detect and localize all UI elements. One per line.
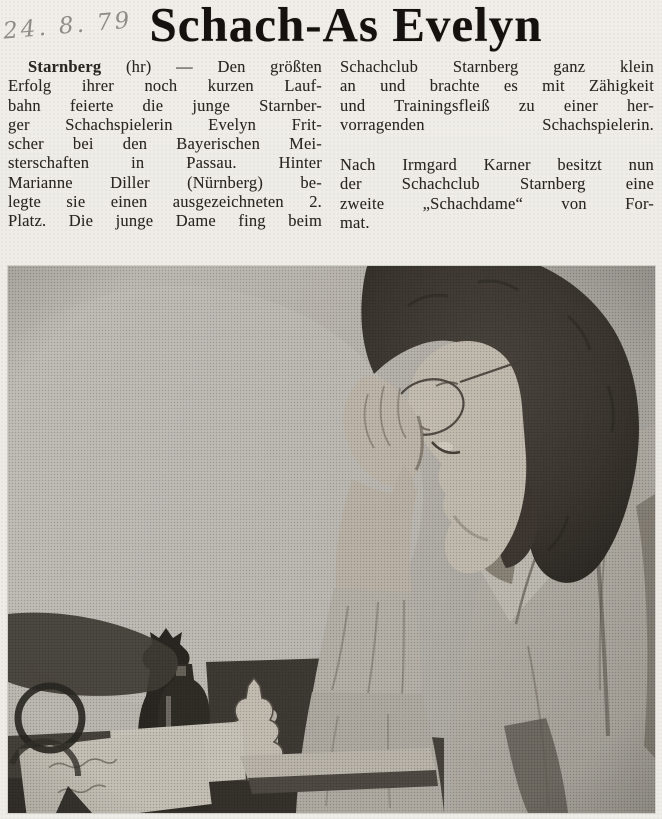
text-line: mat. — [340, 213, 370, 233]
text-line: Schachclub Starnberg ganz klein — [340, 57, 654, 76]
text-line — [8, 57, 322, 76]
photo-illustration — [8, 266, 655, 813]
text-line: legte sie einen ausgezeichneten 2. — [8, 192, 322, 212]
text-line: vorragenden Schachspielerin. — [340, 114, 654, 134]
lead-rest: (hr) — Den größten — [101, 57, 322, 76]
paragraph — [8, 57, 322, 231]
text-line: an und brachte es mit Zähigkeit — [340, 76, 654, 96]
text-line: bahn feierte die junge Starnber- — [8, 95, 322, 115]
handwritten-date: 24. 8. 79 — [2, 7, 134, 45]
text-line: und Trainingsfleiß zu einer her- — [340, 95, 654, 115]
text-line: der Schachclub Starnberg eine — [340, 174, 654, 194]
text-line: Platz. Die junge Dame fing beim — [8, 211, 322, 231]
lead-word: Starnberg — [28, 57, 102, 76]
paragraph — [340, 155, 654, 232]
paragraph — [340, 57, 654, 134]
photo-chess-player — [8, 266, 655, 813]
article-column-right — [340, 57, 654, 232]
article-column-left — [8, 57, 322, 232]
headline: Schach-As Evelyn — [149, 0, 543, 52]
text-line: ger Schachspielerin Evelyn Frit- — [8, 114, 322, 134]
text-line: Erfolg ihrer noch kurzen Lauf- — [8, 76, 322, 96]
text-line: zweite „Schachdame“ von For- — [340, 193, 654, 213]
text-line: Marianne Diller (Nürnberg) be- — [8, 172, 322, 192]
text-line: scher bei den Bayerischen Mei- — [8, 134, 322, 154]
vignette-overlay — [8, 266, 655, 813]
text-line: Nach Irmgard Karner besitzt nun — [340, 155, 654, 175]
text-line: sterschaften in Passau. Hinter — [8, 153, 322, 173]
article-body — [8, 57, 655, 232]
